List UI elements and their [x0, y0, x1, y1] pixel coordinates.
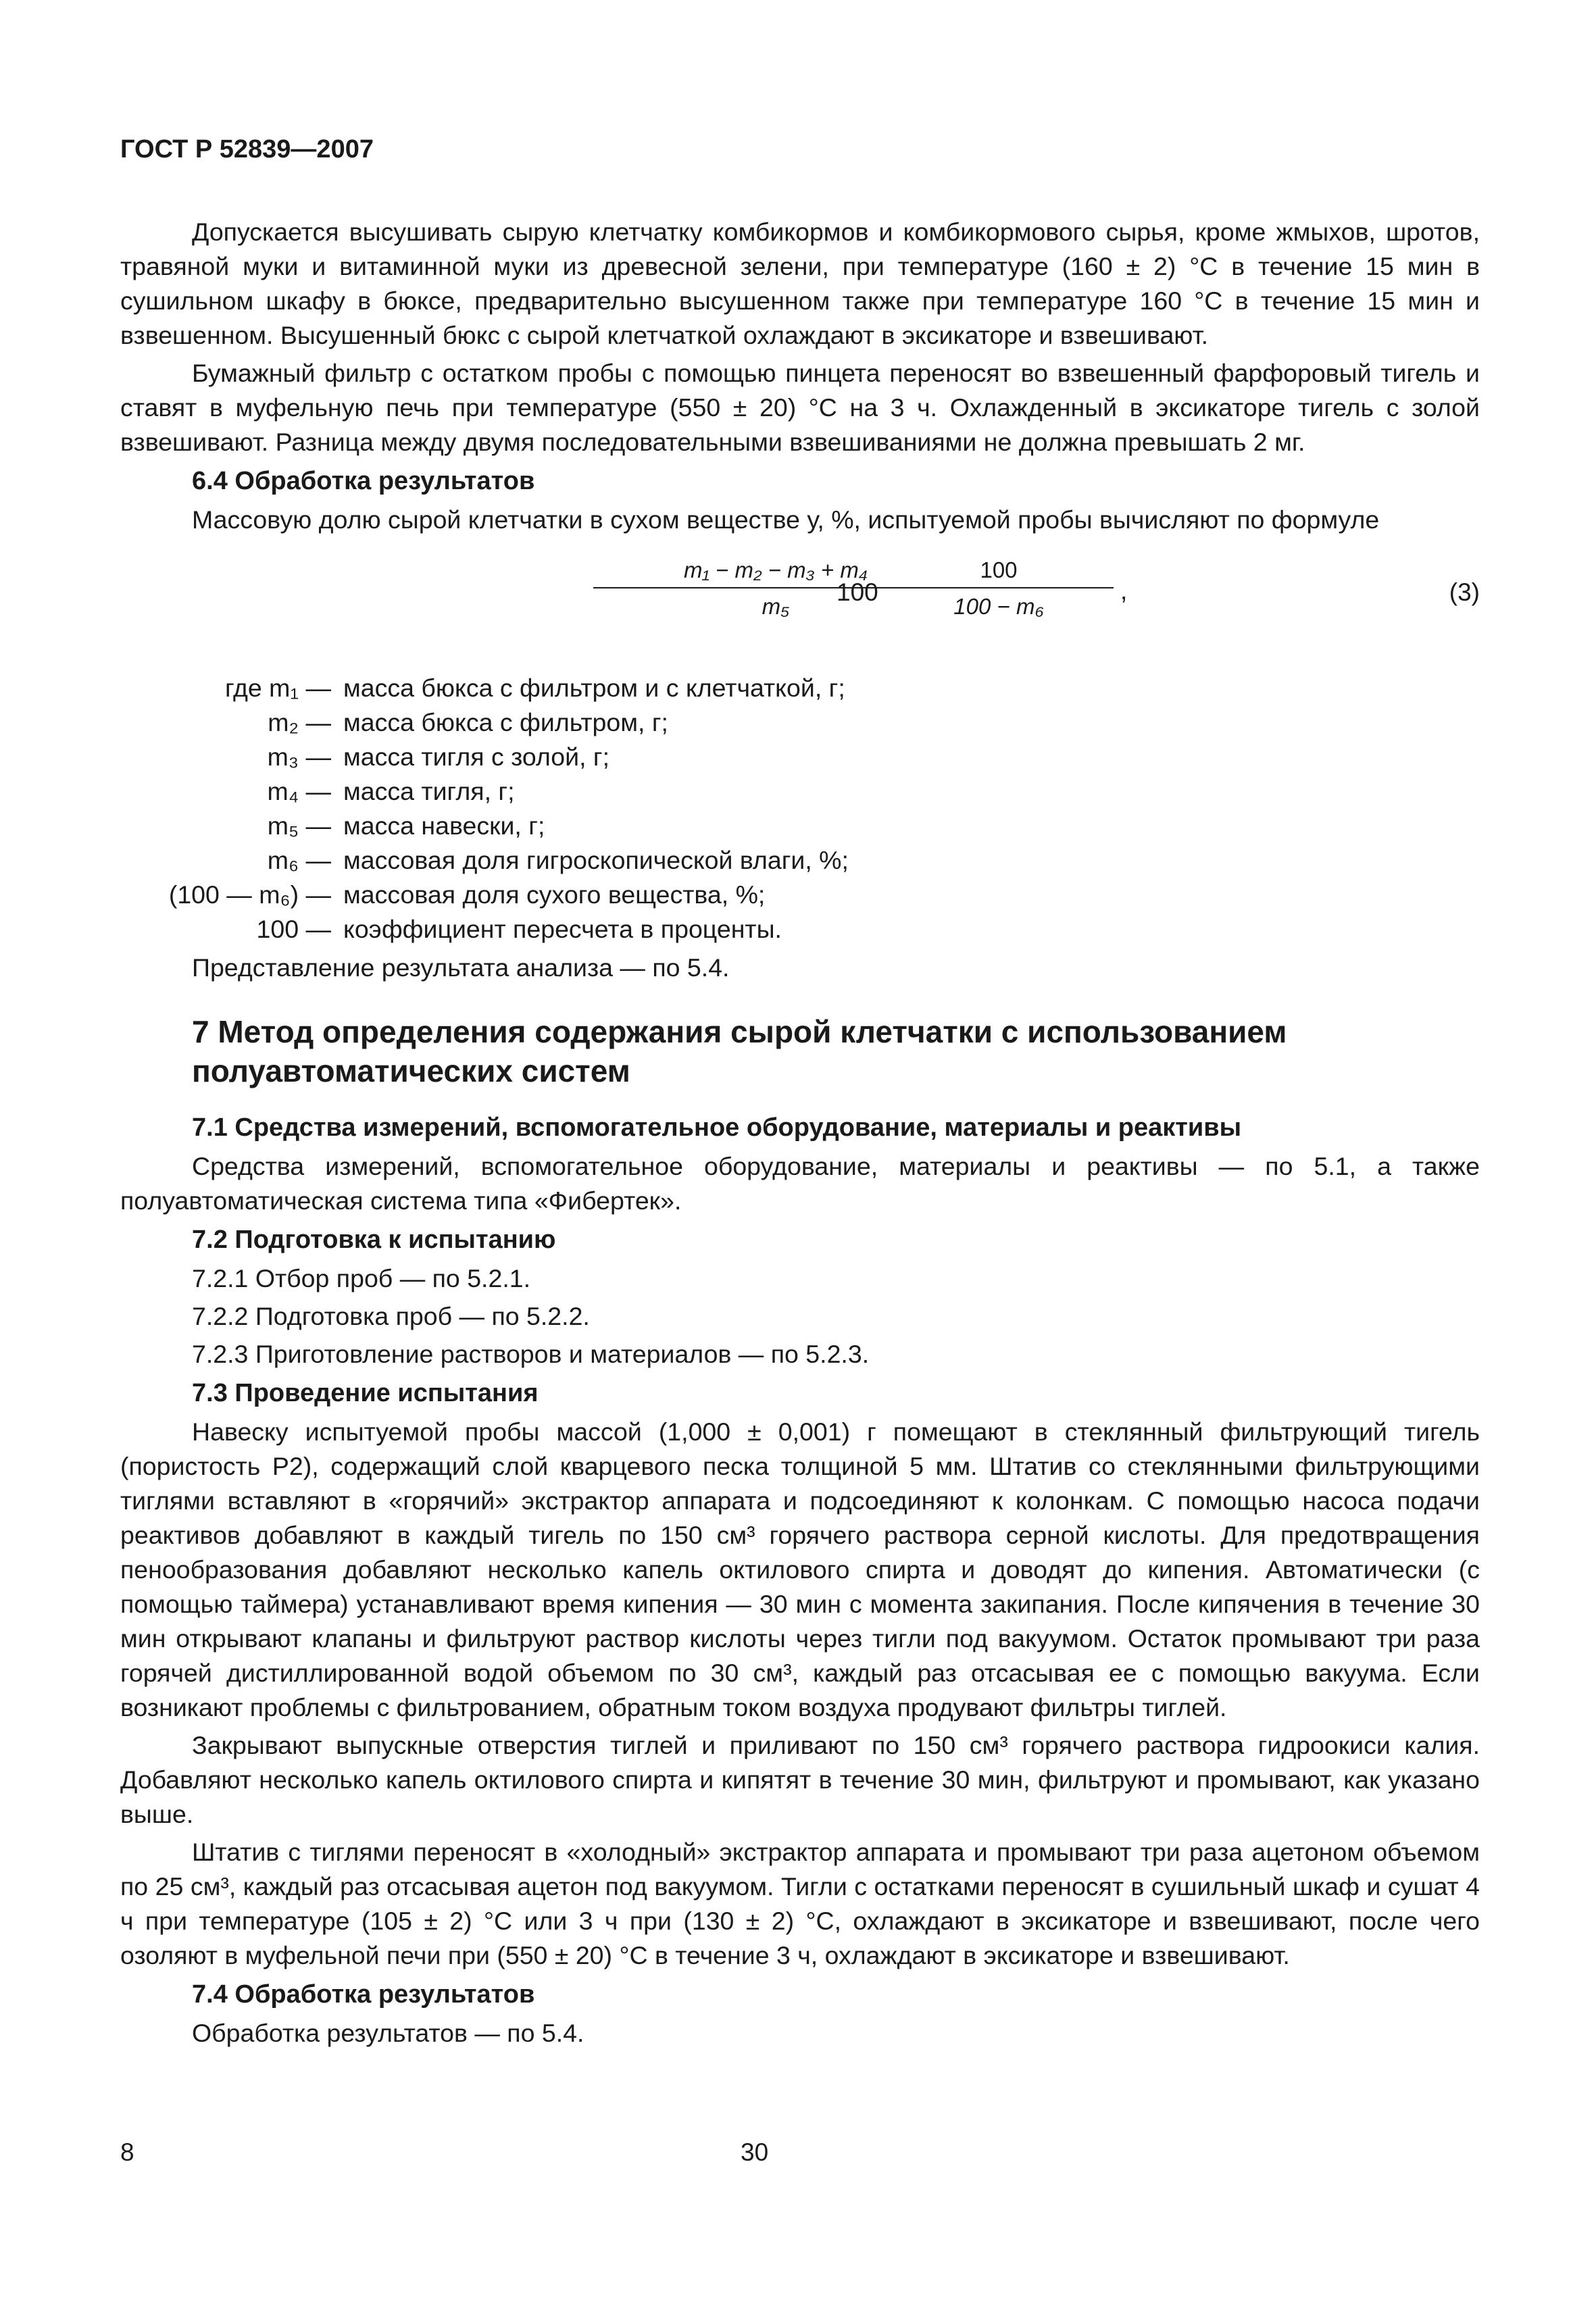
formula-fraction-right: [884, 556, 1114, 621]
paragraph-ashing: Бумажный фильтр с остатком пробы с помощью пинцета переносят во взвешенный фарфоровый тигель и ставят в муфельную печь при температуре (550 ± 20) °С на 3 ч. Охлажденный в эксикаторе тигель с золой взвешивают. Разница между двумя последовательными взвешиваниями не должна превышать 2 мг.: [120, 359, 1480, 456]
legend-definition: масса тигля, г;: [343, 777, 515, 805]
document-body: [120, 215, 1480, 2054]
paragraph-drying: Допускается высушивать сырую клетчатку комбикормов и комбикормового сырья, кроме жмыхов, шротов, травяной муки и витаминной муки из древесной зелени, при температуре (160 ± 2) °С в течение 15 мин в сушильном шкафу в бюксе, предварительно высушенном также при температуре 160 °С в течение 15 мин и взвешенном. Высушенный бюкс с сырой клетчаткой охлаждают в эксикаторе и взвешивают.: [120, 218, 1480, 349]
section-7-3-paragraph-3: Штатив с тиглями переносят в «холодный» экстрактор аппарата и промывают три раза ацетоном объемом по 25 см³, каждый раз отсасывая ацетон под вакуумом. Тигли с остатками переносят в сушильный шкаф и сушат 4 ч при температуре (105 ± 2) °С или 3 ч при (130 ± 2) °С, охлаждают в эксикаторе и взвешивают, после чего озоляют в муфельной печи при (550 ± 20) °С в течение 3 ч, охлаждают в эксикаторе и взвешивают.: [120, 1838, 1480, 1969]
legend-symbol: m₄ —: [267, 777, 331, 805]
legend-symbol: m₂ —: [268, 708, 331, 736]
formula-multiplier: 100: [837, 578, 878, 606]
section-7-4-text: Обработка результатов — по 5.4.: [192, 2019, 584, 2047]
section-7-2-title: 7.2 Подготовка к испытанию: [192, 1226, 556, 1254]
formula-denominator-left: m₅: [762, 594, 790, 619]
formula-legend: [120, 671, 1480, 947]
legend-definition: массовая доля гигроскопической влаги, %;: [343, 846, 849, 874]
legend-symbol: 100 —: [256, 915, 331, 943]
legend-symbol: m₆ —: [267, 846, 331, 874]
legend-row: [120, 878, 1480, 912]
clause-7-2-2: 7.2.2 Подготовка проб — по 5.2.2.: [192, 1302, 590, 1330]
section-7-title: 7 Метод определения содержания сырой клетчатки с использованием полуавтоматических систем: [192, 1014, 1287, 1088]
formula-denominator-right: 100 − m₆: [953, 594, 1044, 619]
page-number-left: 8: [120, 2138, 134, 2166]
legend-row: [120, 705, 1480, 740]
section-7-3-title: 7.3 Проведение испытания: [192, 1379, 539, 1407]
section-7-3-paragraph-2: Закрывают выпускные отверстия тиглей и приливают по 150 см³ горячего раствора гидроокиси калия. Добавляют несколько капель октилового спирта и кипятят в течение 30 мин, фильтруют и промывают, как указано выше.: [120, 1731, 1480, 1828]
section-7-1-title: 7.1 Средства измерений, вспомогательное оборудование, материалы и реактивы: [192, 1113, 1242, 1142]
legend-row: [120, 843, 1480, 878]
section-7-1-text: Средства измерений, вспомогательное оборудование, материалы и реактивы — по 5.1, а также полуавтоматическая система типа «Фибертек».: [120, 1152, 1480, 1215]
legend-symbol: m₃ —: [267, 743, 331, 771]
legend-definition: коэффициент пересчета в проценты.: [343, 915, 782, 943]
section-6-4-title: 6.4 Обработка результатов: [192, 467, 535, 495]
legend-definition: масса бюкса с фильтром и с клетчаткой, г;: [343, 674, 845, 702]
page-number-center: 30: [741, 2138, 769, 2166]
document-header: ГОСТ Р 52839—2007: [120, 135, 374, 164]
legend-definition: масса бюкса с фильтром, г;: [343, 708, 668, 736]
formula-3: [120, 543, 1480, 651]
formula-number: (3): [1449, 578, 1480, 606]
legend-definition: масса навески, г;: [343, 811, 545, 840]
legend-symbol: где m₁ —: [225, 674, 331, 702]
formula-comma: ,: [1120, 577, 1128, 605]
formula-numerator-left: m₁ − m₂ − m₃ + m₄: [593, 556, 958, 588]
clause-7-2-1: 7.2.1 Отбор проб — по 5.2.1.: [192, 1264, 531, 1292]
legend-definition: массовая доля сухого вещества, %;: [343, 880, 766, 909]
section-7-3-paragraph-1: Навеску испытуемой пробы массой (1,000 ± 0,001) г помещают в стеклянный фильтрующий тигель (пористость Р2), содержащий слой кварцевого песка толщиной 5 мм. Штатив со стеклянными фильтрующими тиглями вставляют в «горячий» экстрактор аппарата и подсоединяют к колонкам. С помощью насоса подачи реактивов добавляют в каждый тигель по 150 см³ горячего раствора серной кислоты. Для предотвращения пенообразования добавляют несколько капель октилового спирта и доводят до кипения. Автоматически (с помощью таймера) устанавливают время кипения — 30 мин с момента закипания. После кипячения в течение 30 мин открывают клапаны и фильтруют раствор кислоты через тигли под вакуумом. Остаток промывают три раза горячей дистиллированной водой объемом по 30 см³, каждый раз отсасывая ее с помощью вакуума. Если возникают проблемы с фильтрованием, обратным током воздуха продувают фильтры тиглей.: [120, 1417, 1480, 1721]
legend-row: [120, 671, 1480, 705]
clause-7-2-3: 7.2.3 Приготовление растворов и материалов — по 5.2.3.: [192, 1340, 870, 1368]
legend-row: [120, 912, 1480, 947]
formula-intro: Массовую долю сырой клетчатки в сухом веществе у, %, испытуемой пробы вычисляют по формуле: [192, 505, 1380, 534]
legend-definition: масса тигля с золой, г;: [343, 743, 610, 771]
formula-numerator-right: 100: [884, 556, 1114, 588]
section-7-4-title: 7.4 Обработка результатов: [192, 1980, 535, 2009]
legend-symbol: m₅ —: [267, 811, 331, 840]
legend-row: [120, 740, 1480, 774]
legend-row: [120, 774, 1480, 809]
legend-symbol: (100 — m₆) —: [168, 880, 331, 909]
legend-row: [120, 809, 1480, 843]
result-reference: Представление результата анализа — по 5.4.: [192, 953, 730, 982]
